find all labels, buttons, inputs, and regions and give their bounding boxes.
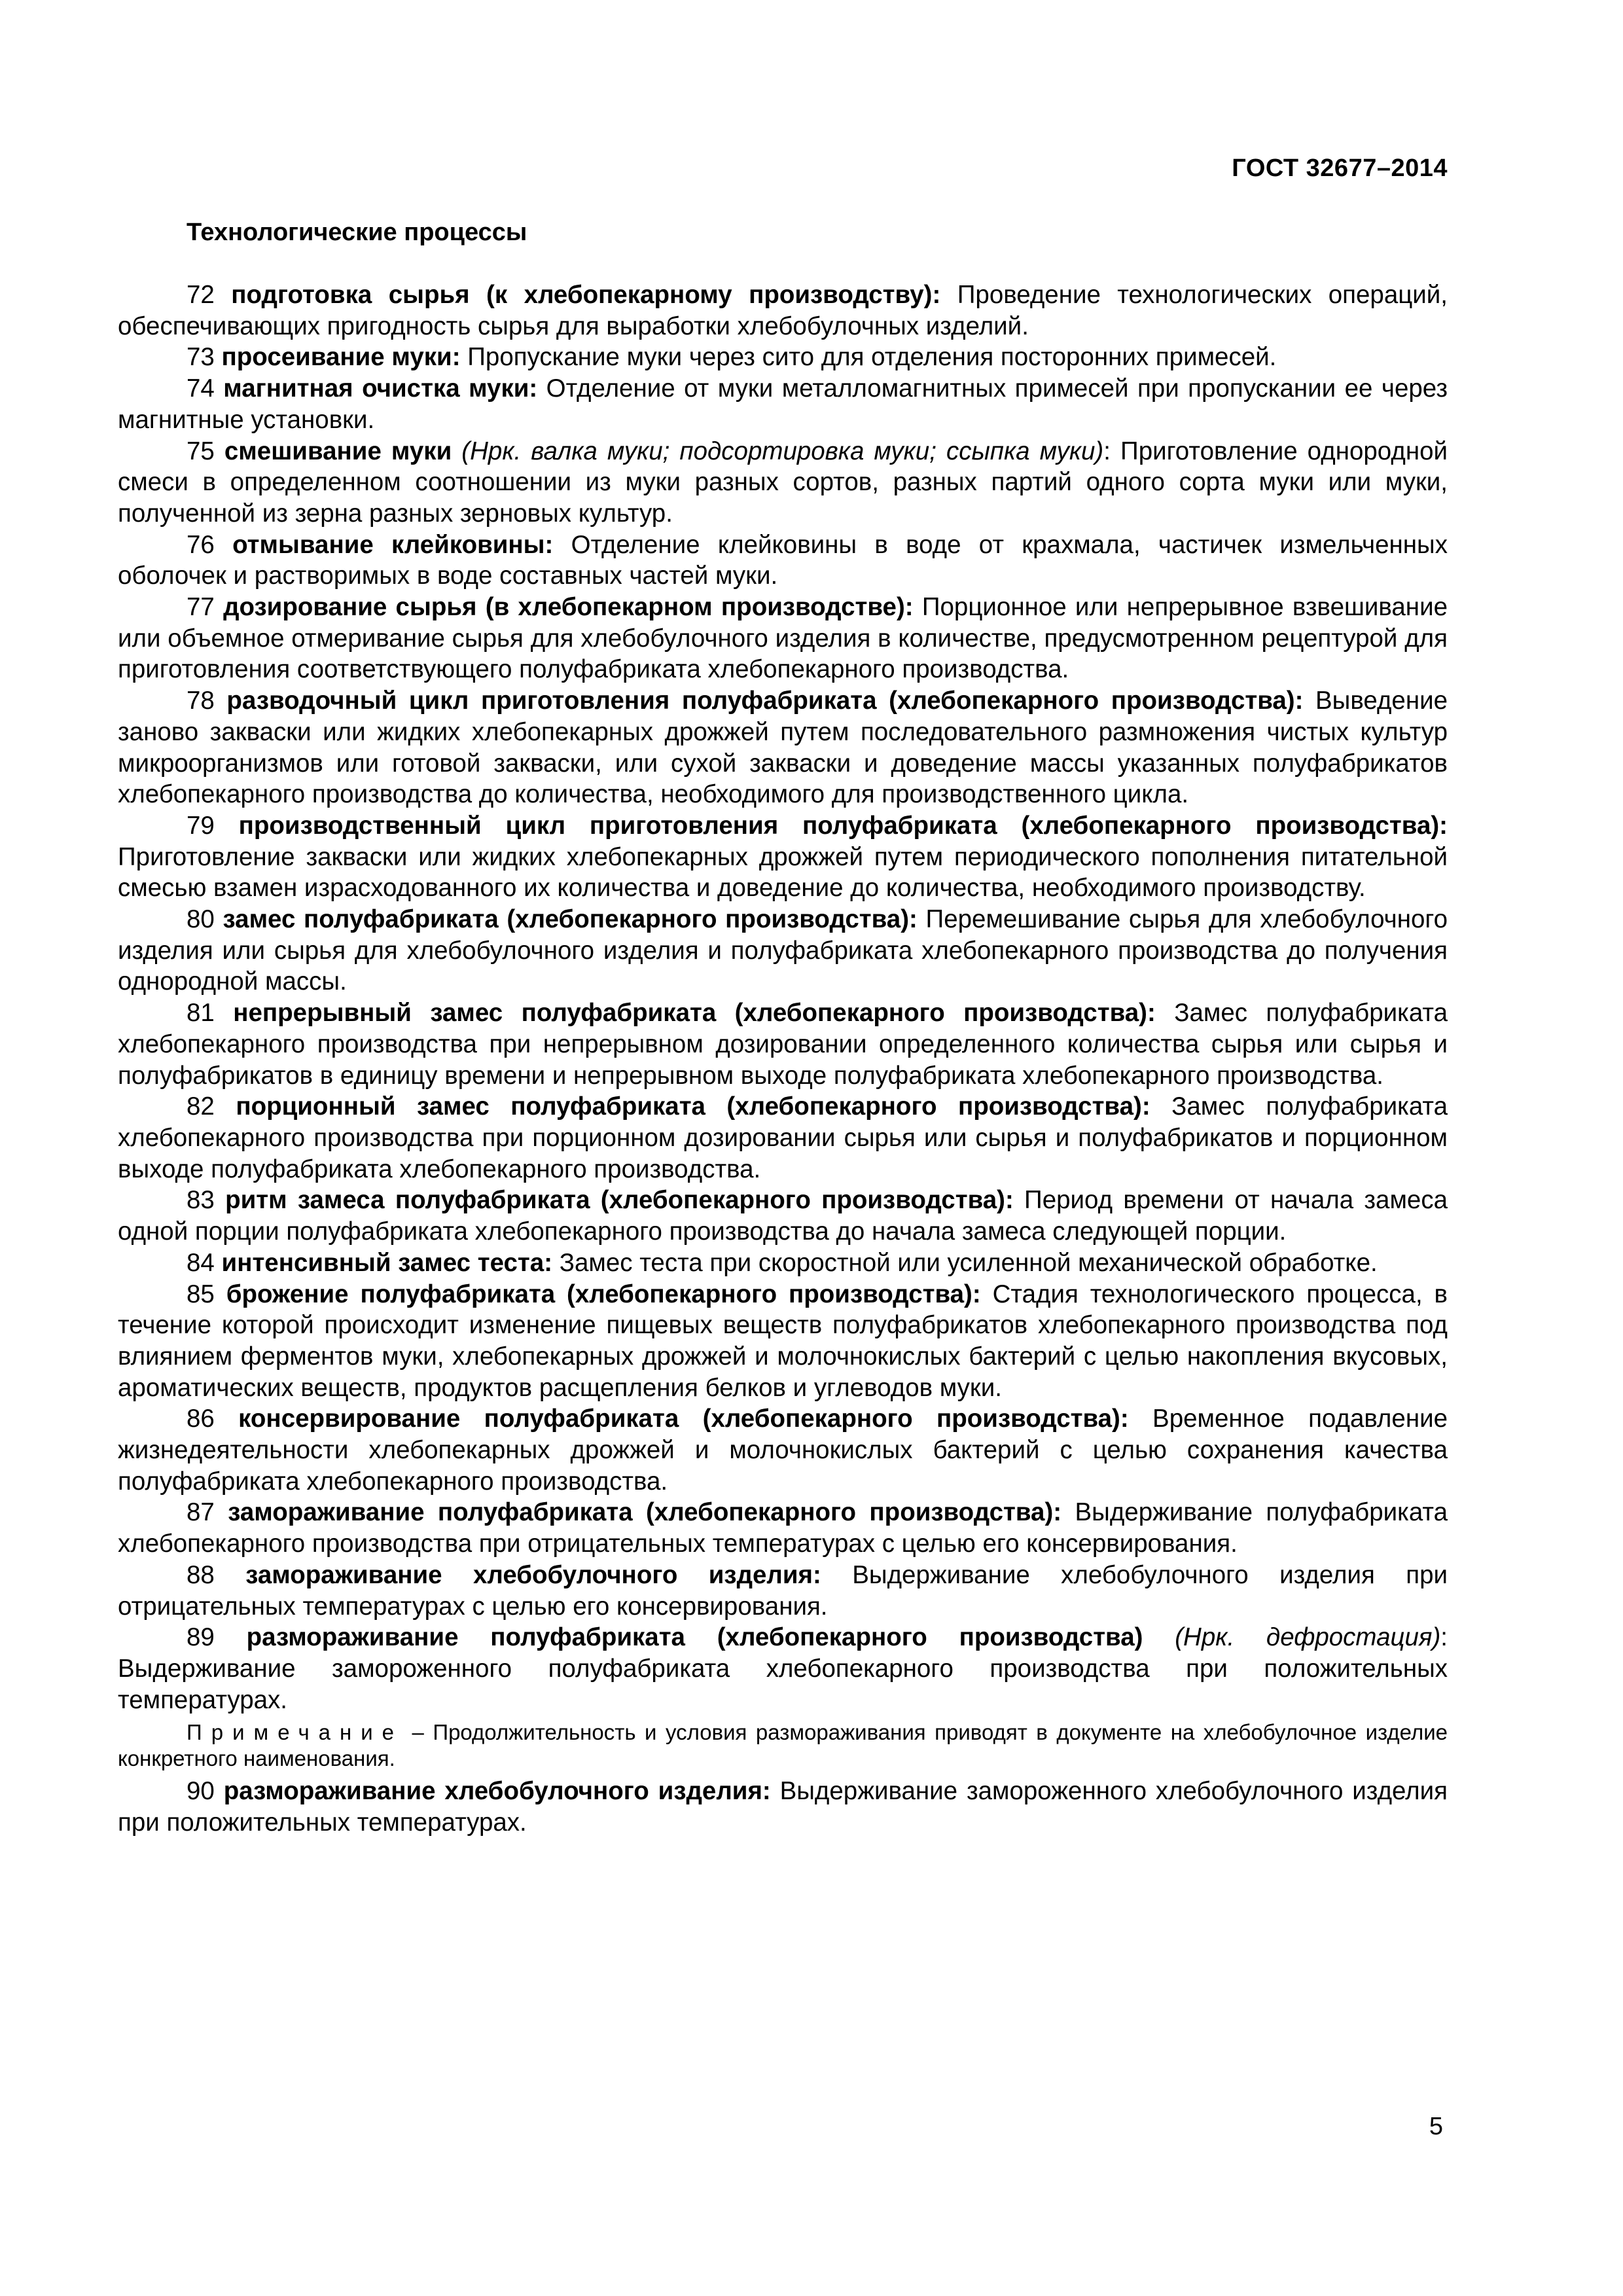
term-entry <box>118 1091 1448 1185</box>
term-alternative: (Нрк. дефростация) <box>1143 1623 1441 1652</box>
term-name: производственный цикл приготовления полуфабриката (хлебопекарного производства): <box>238 811 1448 840</box>
term-entry <box>118 279 1448 342</box>
term-number: 88 <box>187 1560 215 1589</box>
term-name: подготовка сырья (к хлебопекарному производству): <box>231 281 941 309</box>
document-code: ГОСТ 32677–2014 <box>1232 154 1448 182</box>
term-entry <box>118 529 1448 592</box>
term-name: ритм замеса полуфабриката (хлебопекарного производства): <box>225 1186 1014 1215</box>
term-entry <box>118 342 1448 373</box>
term-name: просеивание муки: <box>221 343 461 372</box>
term-definition: Период времени от начала замеса одной порции полуфабриката хлебопекарного производства до начала замеса следующей порции. <box>118 1186 1448 1246</box>
term-definition: Выдерживание полуфабриката хлебопекарного производства при отрицательных температурах с целью его консервирования. <box>118 1498 1448 1558</box>
term-number: 87 <box>187 1498 215 1527</box>
term-name: замораживание полуфабриката (хлебопекарного производства): <box>228 1498 1062 1527</box>
note <box>118 1719 1448 1772</box>
term-entry <box>118 1776 1448 1838</box>
term-number: 86 <box>187 1405 215 1433</box>
term-number: 79 <box>187 811 215 840</box>
term-name: размораживание полуфабриката (хлебопекарного производства) <box>246 1623 1143 1652</box>
term-number: 76 <box>187 530 215 559</box>
term-entry <box>118 592 1448 685</box>
term-entry <box>118 1497 1448 1559</box>
term-definition: Выведение заново закваски или жидких хлебопекарных дрожжей путем последовательного размножения чистых культур микроорганизмов или готовой закваски, или сухой закваски и доведение массы указанных полуфабрикатов хлебопекарного производства до количества, необходимого для производственного цикла. <box>118 687 1448 809</box>
term-entry <box>118 373 1448 435</box>
term-name: магнитная очистка муки: <box>223 374 538 403</box>
term-colon: : <box>1440 1623 1448 1652</box>
note-label: Примечание <box>187 1720 404 1745</box>
term-definition: Временное подавление жизнедеятельности хлебопекарных дрожжей и молочнокислых бактерий с целью сохранения качества полуфабриката хлебопекарного производства. <box>118 1405 1448 1496</box>
term-entry <box>118 1279 1448 1404</box>
term-number: 90 <box>187 1777 215 1806</box>
term-name: консервирование полуфабриката (хлебопекарного производства): <box>238 1405 1129 1433</box>
term-name: замораживание хлебобулочного изделия: <box>245 1560 821 1589</box>
term-definition: Замес полуфабриката хлебопекарного производства при непрерывном дозировании определенного количества сырья или сырья и полуфабрикатов в единицу времени и непрерывном выходе полуфабриката хлебопекарного производства. <box>118 999 1448 1090</box>
term-name: интенсивный замес теста: <box>221 1248 553 1277</box>
term-name: смешивание муки <box>224 437 452 465</box>
term-number: 75 <box>187 437 215 465</box>
term-definition: Замес теста при скоростной или усиленной механической обработке. <box>552 1248 1378 1277</box>
term-number: 74 <box>187 374 215 403</box>
term-number: 84 <box>187 1248 215 1277</box>
term-definition: Отделение от муки металломагнитных примесей при пропускании ее через магнитные установки. <box>118 374 1448 434</box>
term-entry <box>118 685 1448 810</box>
term-definition: Приготовление закваски или жидких хлебопекарных дрожжей путем периодического пополнения питательной смесью взамен израсходованного их количества и доведение до количества, необходимого производству. <box>118 842 1448 903</box>
term-number: 78 <box>187 687 215 715</box>
term-entry <box>118 904 1448 997</box>
term-definition: Перемешивание сырья для хлебобулочного изделия или сырья для хлебобулочного изделия и полуфабриката хлебопекарного производства до получения однородной массы. <box>118 905 1448 996</box>
term-number: 73 <box>187 343 215 372</box>
term-number: 81 <box>187 999 215 1028</box>
term-definition: Проведение технологических операций, обеспечивающих пригодность сырья для выработки хлебобулочных изделий. <box>118 281 1448 340</box>
term-definition: Стадия технологического процесса, в течение которой происходит изменение пищевых веществ полуфабрикатов хлебопекарного производства под влиянием ферментов муки, хлебопекарных дрожжей и молочнокислых бактерий с целью накопления вкусовых, ароматических веществ, продуктов расщепления белков и углеводов муки. <box>118 1280 1448 1402</box>
term-number: 89 <box>187 1623 215 1652</box>
term-entry <box>118 1403 1448 1497</box>
term-definition: Замес полуфабриката хлебопекарного производства при порционном дозировании сырья или сырья и полуфабрикатов и порционном выходе полуфабриката хлебопекарного производства. <box>118 1092 1448 1183</box>
section-title: Технологические процессы <box>187 219 527 246</box>
term-name: порционный замес полуфабриката (хлебопекарного производства): <box>236 1092 1150 1121</box>
term-number: 82 <box>187 1092 215 1121</box>
term-entry <box>118 810 1448 904</box>
term-name: непрерывный замес полуфабриката (хлебопекарного производства): <box>233 999 1156 1028</box>
term-alternative: (Нрк. валка муки; подсортировка муки; ссыпка муки) <box>452 437 1104 465</box>
term-name: отмывание клейковины: <box>232 530 554 559</box>
page-number: 5 <box>1429 2113 1443 2140</box>
term-name: замес полуфабриката (хлебопекарного производства): <box>223 905 918 934</box>
term-definition: Выдерживание хлебобулочного изделия при отрицательных температурах с целью его консервирования. <box>118 1560 1448 1621</box>
term-definition: Выдерживание замороженного полуфабриката хлебопекарного производства при положительных температурах. <box>118 1654 1448 1714</box>
term-number: 85 <box>187 1280 215 1308</box>
term-entry <box>118 1622 1448 1715</box>
terms-list <box>118 279 1448 1839</box>
term-entry <box>118 997 1448 1091</box>
term-number: 80 <box>187 905 215 934</box>
term-entry <box>118 436 1448 529</box>
term-name: брожение полуфабриката (хлебопекарного производства): <box>226 1280 981 1308</box>
term-entry <box>118 1560 1448 1622</box>
term-number: 72 <box>187 281 215 309</box>
term-definition: Отделение клейковины в воде от крахмала, частичек измельченных оболочек и растворимых в воде составных частей муки. <box>118 530 1448 590</box>
note-text: – Продолжительность и условия размораживания приводят в документе на хлебобулочное изделие конкретного наименования. <box>118 1720 1448 1771</box>
term-entry <box>118 1247 1448 1279</box>
term-definition: Пропускание муки через сито для отделения посторонних примесей. <box>460 343 1277 372</box>
term-entry <box>118 1185 1448 1247</box>
term-definition: Порционное или непрерывное взвешивание или объемное отмеривание сырья для хлебобулочного изделия в количестве, предусмотренном рецептурой для приготовления соответствующего полуфабриката хлебопекарного производства. <box>118 593 1448 684</box>
term-colon: : <box>1103 437 1111 465</box>
term-name: размораживание хлебобулочного изделия: <box>223 1777 771 1806</box>
term-number: 77 <box>187 593 215 622</box>
term-name: дозирование сырья (в хлебопекарном производстве): <box>223 593 914 622</box>
term-name: разводочный цикл приготовления полуфабриката (хлебопекарного производства): <box>226 687 1304 715</box>
term-definition: Выдерживание замороженного хлебобулочного изделия при положительных температурах. <box>118 1777 1448 1837</box>
term-number: 83 <box>187 1186 215 1215</box>
term-definition: Приготовление однородной смеси в определенном соотношении из муки разных сортов, разных партий одного сорта муки или муки, полученной из зерна разных зерновых культур. <box>118 437 1448 528</box>
